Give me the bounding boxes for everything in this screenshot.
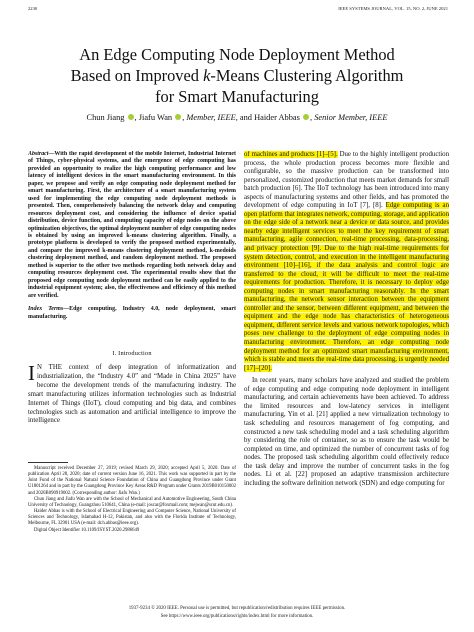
copyright-footer: 1937-9234 © 2020 IEEE. Personal use is permitted, but republication/redistribution requires IEEE permission. [128,606,346,611]
footnote-manuscript: Manuscript received December 27, 2019; revised March 29, 2020; accepted April 5, 2020. Date of publication April 28, 2020; date of current version June 16, 2021. This work was supported in part by the Joint Fund of the National Natural Science Foundation of China and Guangdong Province under Grant U1801264 and in part by the Guangdong Province Key Areas R&D Program under Grants 2019B010150002 and 2020B090919002. (Corresponding author: Jiafu Wan.) [28,466,236,496]
title-line-2-after: -Means Clustering Algorithm [210,66,404,85]
drop-cap: I [28,361,35,385]
index-terms-text: —Edge computing, Industry 4.0, node deployment, smart manufacturing. [28,306,236,320]
introduction-paragraph [28,361,236,426]
abstract-text: —With the rapid development of the mobile Internet, Industrial Internet of Things, cyber-physical systems, and the emergence of edge computing has provided an opportunity to realize the high computing performance and low latency of intelligent devices in the smart manufacturing environment. In this paper, we propose and verify an edge computing node deployment method for smart manufacturing. First, the architecture of a smart manufacturing system used for implementing the edge computing node deployment methods is presented. Then, comprehensively balancing the network delay and computing resources deployment cost, and considering the influence of device spatial distribution, device function, and computing capacity of edge nodes on the above optimization objectives, the optimal deployment number of edge computing nodes is obtained by using an improved k-means clustering algorithm. Finally, a prototype platform is developed to verify the proposed method experimentally, and compare the improved k-means clustering deployment method, k-medoids clustering deployment method, and random deployment method. The proposed method is superior to the other two methods regarding both network delay and computing resources deployment cost. The experimental results show that the proposed edge computing node deployment method can be easily applied to the industrial equipment system; also, the effectiveness and efficiency of this method are verified. [28,151,236,299]
intro-first-word: N [37,364,42,371]
title-line-2 [20,65,454,86]
title-line-2-before: Based on Improved [70,66,204,85]
footnote-affiliation-1: Chun Jiang and Jiafu Wan are with the School of Mechanical and Automotive Engineering, South China University of Technology, Guangzhou 510641, China (e-mail: joscar@foxmail.com; mejwan@scut.edu.cn). [28,496,236,508]
index-terms-lead: Index Terms [28,306,64,313]
paper-title [20,44,454,107]
footnote-doi[interactable]: Digital Object Identifier 10.1109/JSYST.2020.2986649 [34,527,140,533]
orcid-icon[interactable] [128,114,134,120]
title-line-1: An Edge Computing Node Deployment Method [79,45,395,64]
rights-footer[interactable]: See https://www.ieee.org/publications/rights/index.html for more information. [160,614,314,619]
author-3: Haider Abbas [254,113,300,122]
highlight-span: Edge computing is an open platform that integrates network, computing, storage, and application on the edge side of a network near a device or data source, and provides nearby edge intelligent services to meet the key requirement of smart manufacturing, agile connection, real-time processing, data-processing, and privacy protection [9]. Due to the high real-time requirements for system detection, control, and execution in the intelligent manufacturing environment [10]–[16], if the data analysis and control logic are transferred to the cloud, it will be difficult to meet the real-time requirements for production. Therefore, it is necessary to deploy edge computing nodes in smart manufacturing reasonably. In the smart manufacturing, the network sensor interaction between the equipment controller and the sensor, between different equipment, and between the equipment and the edge node has characteristics of heterogeneous equipment, different service levels and various network topologies, which poses new challenge to the deployment of edge computing nodes in manufacturing environment. Therefore, an edge computing node deployment method for an optimized smart manufacturing environment, which is stable and meets the real-time data processing, is urgently needed [17]–[20]. [244,202,449,372]
title-line-2-italic: k [203,66,211,85]
author-line: Chun Jiang , Jiafu Wan , Member, IEEE, and Haider Abbas , Senior Member, IEEE [86,113,388,122]
footnote-block [28,466,236,534]
orcid-icon[interactable] [303,114,309,120]
journal-header: IEEE SYSTEMS JOURNAL, VOL. 15, NO. 2, JUNE 2021 [338,6,448,11]
author-2-role: Member, IEEE [186,113,236,122]
orcid-icon[interactable] [175,114,181,120]
intro-text: THE context of deep integration of informatization and industrialization, the “Industry 4.0” and “Made in China 2025” have become the development trends of the manufacturing industry. The smart manufacturing utilizes information technologies such as Industrial Internet of Things (IIoT), cloud computing and big data, and combines technologies such as automation and artificial intelligence to improve the intelligence [28,364,236,425]
footnote-affiliation-2: Haider Abbas is with the School of Electrical Engineering and Computer Science, National University of Sciences and Technology, Islamabad H-12, Pakistan, and also with the Florida Institute of Technology, Melbourne, FL 32901 USA (e-mail: dr.h.abbas@ieee.org). [28,509,236,527]
author-3-role: Senior Member, IEEE [314,113,388,122]
plain-text-span: Due to the highly intelligent production process, the whole production process becomes more flexible and configurable, so the massive production can be transformed into personalized, customized production that meets market demands for small batch production [6]. The IIoT technology has been introduced into many aspects of manufacturing systems and other fields, and has promoted the development of edge computing in IoT [7], [8]. [244,151,449,210]
page-number: 2230 [28,6,38,11]
title-line-3: for Smart Manufacturing [155,87,319,106]
abstract [28,151,236,300]
right-paragraph-1 [244,151,449,373]
right-column [244,151,449,488]
author-2: Jiafu Wan [138,113,173,122]
right-paragraph-2: In recent years, many scholars have analyzed and studied the problem of edge computing and edge computing node deployment in intelligent manufacturing, and certain achievements have been achieved. To address the limited resources and low-latency services in intelligent manufacturing, Yin et al. [21] applied a new virtualization technology to task scheduling and resources management of fog computing, and constructed a new task scheduling model and a task scheduling algorithm by considering the role of container, so as to ensure the task would be completed on time, and optimized the number of concurrent tasks of fog nodes. The proposed task scheduling algorithm could effectively reduce the task delay and improve the number of concurrent tasks in the fog nodes. Li et al. [22] proposed an adaptive transmission architecture including the software definition network (SDN) and edge computing for [244,377,449,487]
author-1: Chun Jiang [86,113,125,122]
index-terms [28,306,236,321]
abstract-lead: Abstract [28,151,49,157]
highlight-span: of machines and products [1]–[5]. [244,151,338,158]
section-heading: I. Introduction [112,350,152,357]
author-connector: , and [235,113,252,122]
abstract-block [28,151,236,321]
footnote-divider [28,462,68,463]
